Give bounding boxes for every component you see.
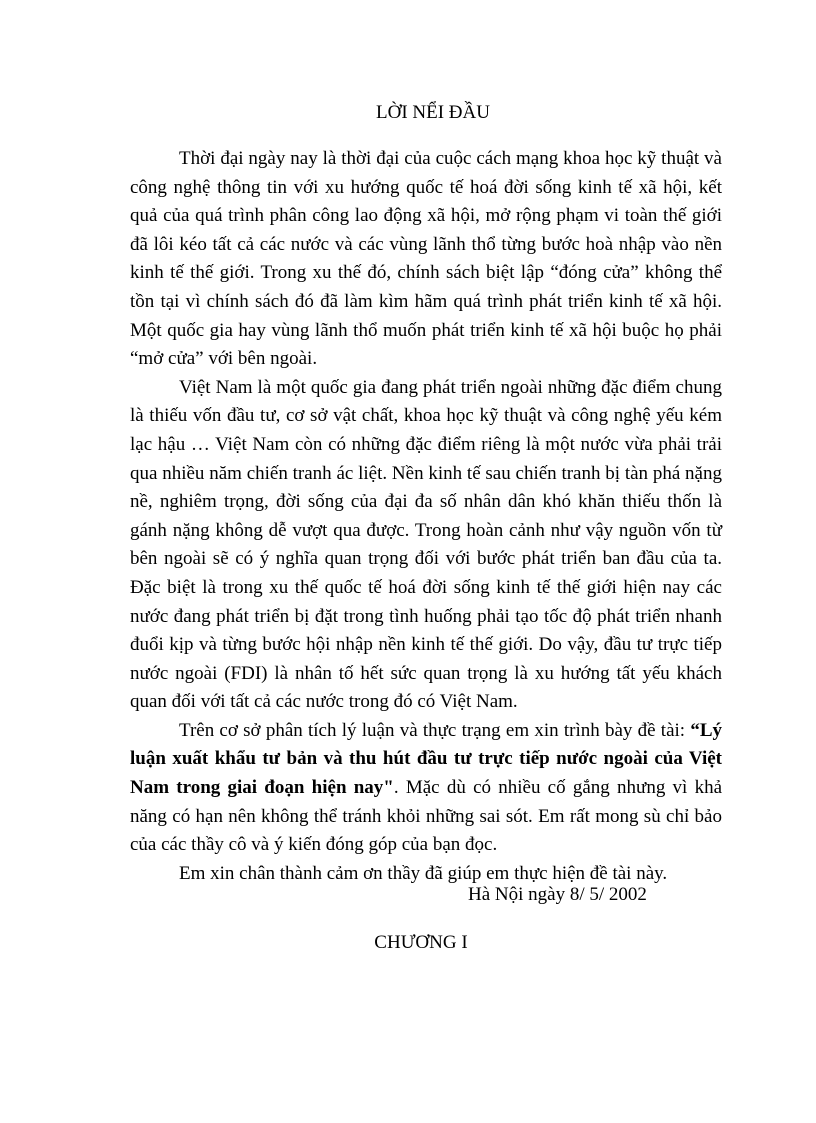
paragraph-vietnam: Việt Nam là một quốc gia đang phát triển ngoài những đặc điểm chung là thiếu vốn đầu tư, cơ sở vật chất, khoa học kỹ thuật và công nghệ yếu kém lạc hậu … Việt Nam còn có những đặc điểm riêng là một nước vừa phải trải qua nhiều năm chiến tranh ác liệt. Nền kinh tế sau chiến tranh bị tàn phá nặng nề, nghiêm trọng, đời sống của đại đa số nhân dân khó khăn thiếu thốn là gánh nặng không dễ vượt qua được. Trong hoàn cảnh như vậy nguồn vốn từ bên ngoài sẽ có ý nghĩa quan trọng đối với bước phát triển ban đầu của ta. Đặc biệt là trong xu thế quốc tế hoá đời sống kinh tế thế giới hiện nay các nước đang phát triển bị đặt trong tình huống phải tạo tốc độ phát triển nhanh đuổi kịp và từng bước hội nhập nền kinh tế thế giới. Do vậy, đầu tư trực tiếp nước ngoài (FDI) là nhân tố hết sức quan trọng là xu hướng tất yếu khách quan đối với tất cả các nước trong đó có Việt Nam.	[130, 376, 722, 713]
document-body	[130, 145, 722, 888]
document-title: LỜI NỂI ĐẦU	[376, 102, 490, 123]
date-line: Hà Nội ngày 8/ 5/ 2002	[468, 884, 647, 905]
paragraph-topic-rest: . Mặc dù có nhiều cố gắng nhưng vì khả năng có hạn nên không thể tránh khỏi những sai sót. Em rất mong sù chỉ bảo của các thầy cô và ý kiến đóng góp của bạn đọc.	[130, 777, 722, 856]
topic-title: “Lý luận xuất khẩu tư bản và thu hút đầu tư trực tiếp nước ngoài của Việt Nam trong giai đoạn hiện nay"	[130, 719, 722, 799]
paragraph-intro: Thời đại ngày nay là thời đại của cuộc cách mạng khoa học kỹ thuật và công nghệ thông tin với xu hướng quốc tế hoá đời sống kinh tế xã hội, kết quả của quá trình phân công lao động xã hội, mở rộng phạm vi toàn thế giới đã lôi kéo tất cả các nước và các vùng lãnh thổ từng bước hoà nhập vào nền kinh tế thế giới. Trong xu thế đó, chính sách biệt lập “đóng cửa” không thể tồn tại vì chính sách đó đã làm kìm hãm quá trình phát triển kinh tế xã hội. Một quốc gia hay vùng lãnh thổ muốn phát triển kinh tế xã hội buộc họ phải “mở cửa” với bên ngoài.	[130, 148, 722, 370]
chapter-heading: CHƯƠNG I	[374, 932, 468, 953]
paragraph-thanks: Em xin chân thành cảm ơn thầy đã giúp em thực hiện đề tài này.	[179, 862, 668, 884]
paragraph-topic	[130, 717, 722, 860]
paragraph-topic-lead: Trên cơ sở phân tích lý luận và thực trạng em xin trình bày đề tài:	[179, 719, 691, 741]
